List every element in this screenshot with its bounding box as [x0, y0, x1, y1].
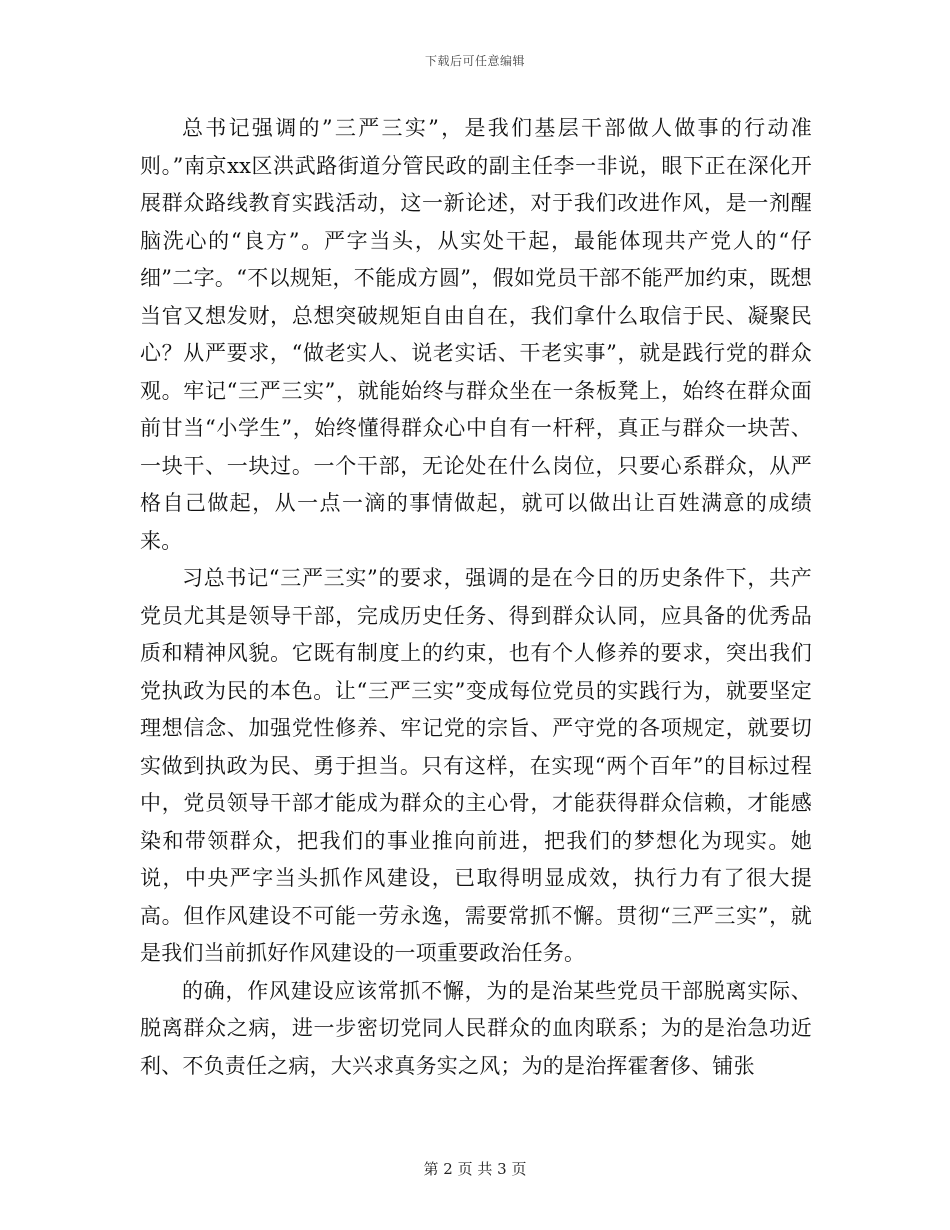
page-number: 第 2 页 共 3 页: [423, 1160, 527, 1178]
paragraph: 的确，作风建设应该常抓不懈，为的是治某些党员干部脱离实际、脱离群众之病，进一步密切党同人民群众的血肉联系；为的是治急功近利、不负责任之病，大兴求真务实之风；为的是治挥霍奢侈、铺张: [140, 978, 812, 1078]
paragraph: 习总书记“三严三实”的要求，强调的是在今日的历史条件下，共产党员尤其是领导干部，完成历史任务、得到群众认同，应具备的优秀品质和精神风貌。它既有制度上的约束，也有个人修养的要求，突出我们党执政为民的本色。让“三严三实”变成每位党员的实践行为，就要坚定理想信念、加强党性修养、牢记党的宗旨、严守党的各项规定，就要切实做到执政为民、勇于担当。只有这样，在实现“两个百年”的目标过程中，党员领导干部才能成为群众的主心骨，才能获得群众信赖，才能感染和带领群众，把我们的事业推向前进，把我们的梦想化为现实。她说，中央严字当头抓作风建设，已取得明显成效，执行力有了很大提高。但作风建设不可能一劳永逸，需要常抓不懈。贯彻“三严三实”，就是我们当前抓好作风建设的一项重要政治任务。: [140, 566, 812, 965]
document-body: [140, 110, 812, 1085]
paragraph: 总书记强调的”三严三实”，是我们基层干部做人做事的行动准则。”南京xx区洪武路街道分管民政的副主任李一非说，眼下正在深化开展群众路线教育实践活动，这一新论述，对于我们改进作风，是一剂醒脑洗心的“良方”。严字当头，从实处干起，最能体现共产党人的“仔细”二字。“不以规矩，不能成方圆”，假如党员干部不能严加约束，既想当官又想发财，总想突破规矩自由自在，我们拿什么取信于民、凝聚民心？从严要求，“做老实人、说老实话、干老实事”，就是践行党的群众观。牢记“三严三实”，就能始终与群众坐在一条板凳上，始终在群众面前甘当“小学生”，始终懂得群众心中自有一杆秤，真正与群众一块苦、一块干、一块过。一个干部，无论处在什么岗位，只要心系群众，从严格自己做起，从一点一滴的事情做起，就可以做出让百姓满意的成绩来。: [140, 116, 812, 553]
page-header: 下载后可任意编辑: [424, 54, 525, 68]
